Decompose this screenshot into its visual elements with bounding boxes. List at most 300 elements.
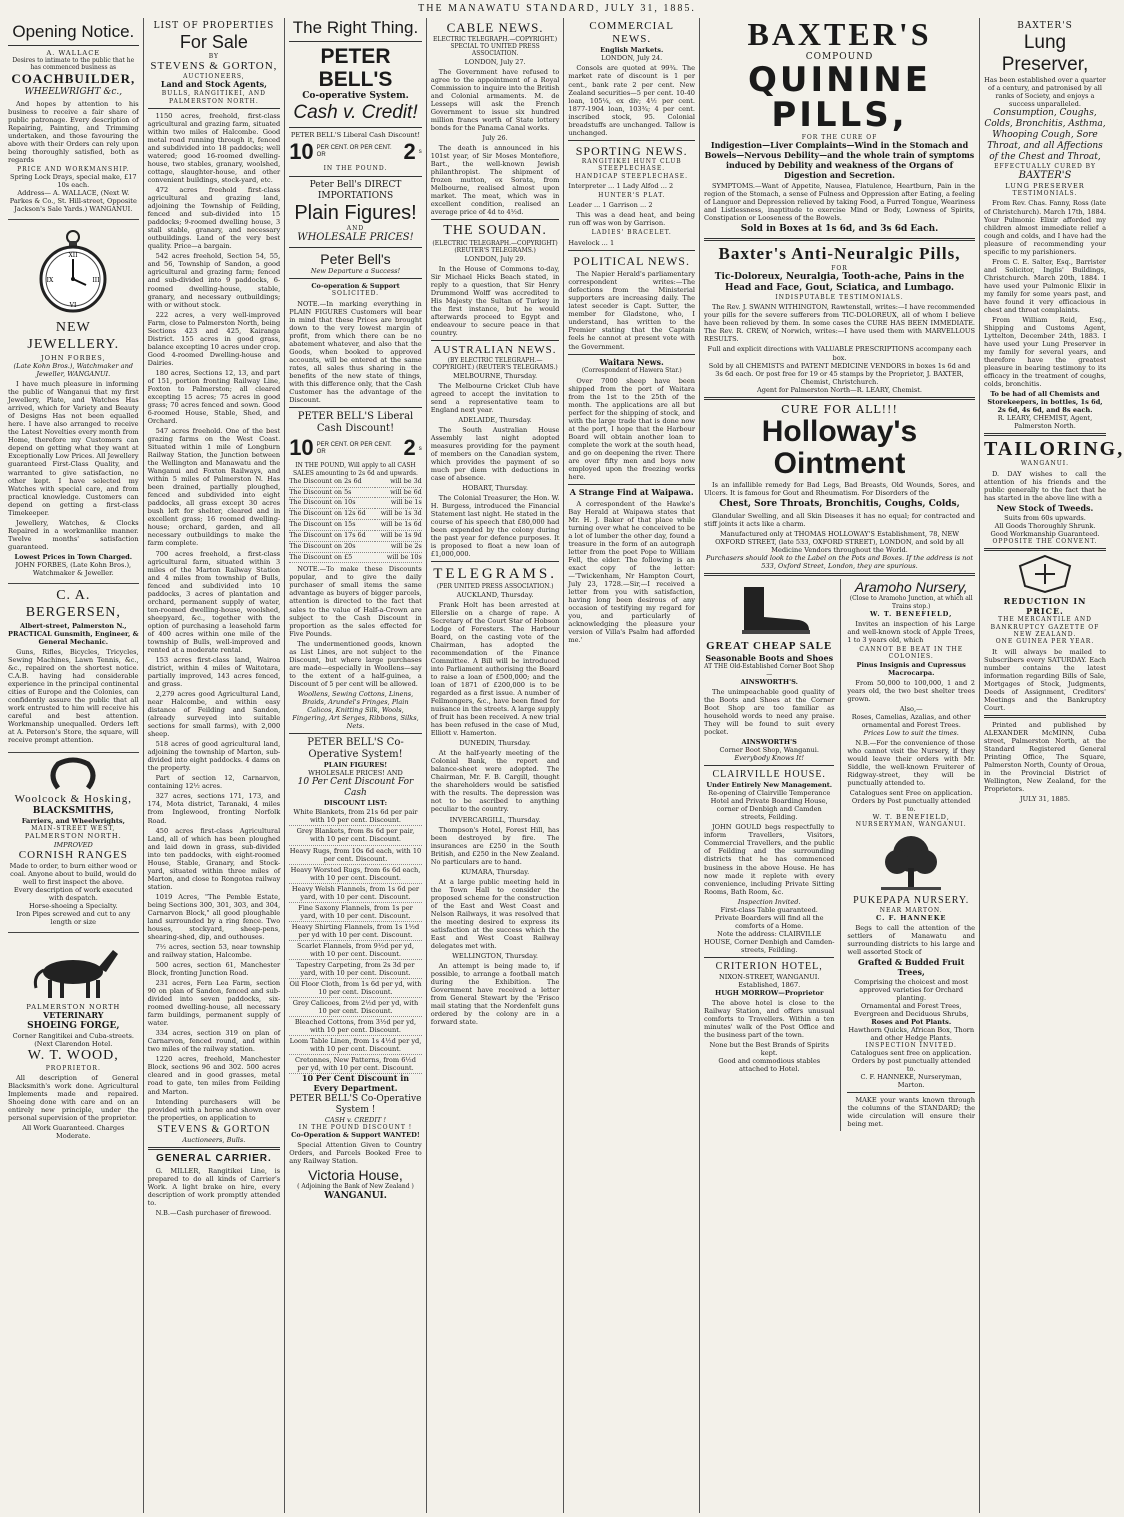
discount-label: The Discount on 15s: [289, 520, 375, 531]
liberal-discount-2: PETER BELL'S Liberal Cash Discount!: [297, 411, 414, 435]
sporting-news: SPORTING NEWS.: [575, 143, 688, 158]
solicited: SOLICITED.: [331, 290, 380, 298]
coop3: PETER BELL'S Co-Operative System !: [289, 1093, 422, 1115]
for-sale-heading: For Sale: [179, 31, 248, 52]
orders-by-post: Orders by Post punctually attended to.: [851, 797, 971, 814]
note-address: Note the address: CLAIRVILLE HOUSE, Corner Denbigh and Camden-streets, Feilding.: [704, 929, 835, 954]
melbourne-date: MELBOURNE, Thursday.: [453, 371, 538, 380]
wanganui: WANGANUI.: [324, 1190, 387, 1201]
invites: Invites an inspection of his Large and well-known stock of Apple Trees, 1 to 3 years old, which: [847, 620, 975, 645]
ticket-s: s: [418, 148, 422, 155]
hawthorn: Hawthorn Quicks, African Box, Thorn and other Hedge Plants.: [848, 1025, 975, 1042]
beware: Purchasers should look to the Label on the Pots and Boxes. If the address is not 533, Oxford Street, London, they are spurious.: [705, 554, 974, 571]
also: Also,—: [899, 704, 923, 713]
property-listing: 542 acres freehold, Section 54, 55, and 56, Township of Sandon, a good agricultural and grazing farm; fenced and sub-divided into 9 paddocks, 6-roomed dwelling-house, stable, granary, and necessary outbuildings; with or without stock.: [147, 252, 281, 309]
new-jewellery-heading: NEW JEWELLERY.: [27, 320, 120, 353]
wood-name: W. T. WOOD,: [27, 1047, 119, 1063]
under-new: Under Entirely New Management.: [706, 781, 833, 790]
discount-value: will be 1s 3d: [375, 509, 421, 520]
full-directions: Full and explicit directions with VALUABLE PRESCRIPTIONS accompany each box.: [707, 345, 972, 362]
discount-label: The Discount on 5s: [289, 487, 375, 498]
property-listing: 334 acres, section 319 on plan of Carnarvon, fenced round, and within two miles of the railway station.: [147, 1029, 281, 1054]
adelaide-body: The South Australian House Assembly last night adopted measures providing for the payment of members on the Canadian system, which provides the payment of so much per diem with deductions in case of absence.: [430, 425, 560, 483]
soudan-sub: (ELECTRIC TELEGRAPH.—COPYRIGHT) (REUTER'S TELEGRAMS.): [432, 239, 558, 255]
discount-ticket: [289, 139, 422, 166]
property-listing: 2,279 acres good Agricultural Land, near Halcombe, and within easy distance of Feilding and Sandon, (already surveyed into suitable sections for small farms), with 2,000 sheep.: [147, 690, 281, 739]
hanneke-2: C. F. HANNEKE, Nurseryman, Marton.: [860, 1073, 962, 1090]
prices-low: Prices Low to suit the times.: [863, 729, 959, 738]
hunt-club: RANGITIKEI HUNT CLUB STEEPLECHASE.: [581, 158, 682, 173]
wood-body: All description of General Blacksmith's work done. Agricultural Implements made and repaired. Shoeing done with care and on an entirely new principle, under the personal supervision of the proprietor.: [8, 1073, 139, 1123]
pocket-watch-icon: [38, 227, 108, 317]
discount-row: [289, 530, 422, 541]
price-workmanship: PRICE AND WORKMANSHIP.: [17, 166, 130, 174]
chest-sore: Chest, Sore Throats, Bronchitis, Coughs, Colds,: [719, 499, 960, 510]
discount-row: [289, 477, 422, 487]
footer-aucts: Auctioneers, Bulls.: [182, 1135, 246, 1144]
list-title: LIST OF PROPERTIES: [153, 21, 275, 31]
seasonable: Seasonable Boots and Shoes: [705, 652, 834, 663]
cure-for-all: CURE FOR ALL!!!: [781, 402, 898, 416]
aramoho-nursery: Aramoho Nursery,: [854, 579, 968, 596]
cable-body: The Government have refused to agree to the appointment of a Royal Commission to inquire into the British and Colonial armaments. M. de Lesseps will ask the French Government to issue six hundred million francs worth of State lottery bonds for the Panama Canal works.: [430, 67, 560, 132]
testi-3: From William Reid, Esq., Shipping and Customs Agent, Lyttelton, December 24th, 1883. I have used your Lung Preserver in my family for several years, and therefore have the greatest pleasure in bearing testimony to its efficacy in the treatment of coughs, colds, bronchitis.: [984, 315, 1106, 389]
criterion-body: The above hotel is close to the Railway Station, and offers unusual comforts to Travellers. Within a ten minutes' walk of the Post Office and the business part of the town.: [704, 998, 835, 1040]
baxters-lung-label: BAXTER'S: [1017, 21, 1073, 31]
discount-row: [289, 498, 422, 509]
discount-row: [289, 552, 422, 563]
bergersen-sub: Albert-street, Palmerston N., PRACTICAL Gunsmith, Engineer, & General Mechanic.: [8, 621, 139, 646]
col7-inner: [847, 579, 975, 1130]
ticket-s-2: s: [418, 445, 422, 452]
hobart-body: The Colonial Treasurer, the Hon. W. H. Burgess, introduced the Financial Statement last night. He stated in the course of his speech that £80,000 had been expended by the colony during the past year for defence purposes. It is proposed to float a new loan of £1,000,000.: [430, 494, 560, 559]
property-listing: 7½ acres, section 53, near township and railway station, Halcombe.: [147, 942, 281, 959]
results-2: Leader ... 1 Garrison ... 2: [568, 201, 653, 210]
reduction: REDUCTION IN PRICE.: [1003, 595, 1087, 616]
suits: Suits from 60s upwards.: [1004, 513, 1086, 522]
palmerston-north: PALMERSTON NORTH.: [24, 832, 122, 841]
lung-body: Has been established over a quarter of a century, and patronised by all ranks of Society, and enjoys a success unparalleled.: [984, 75, 1106, 108]
aus-sub: (BY ELECTRIC TELEGRAPH.—COPYRIGHT.) (REUTER'S TELEGRAMS.): [432, 357, 558, 372]
cable-telegraph: ELECTRIC TELEGRAPH.—COPYRIGHT.) SPECIAL TO UNITED PRESS ASSOCIATION.: [433, 35, 558, 58]
discount-value: will be 10s: [375, 552, 421, 563]
note-body: NOTE.—In marking everything in PLAIN FIGURES Customers will bear in mind that these Prices are brought down to the very lowest margin of profit, from which there can be no abatement whatever, and also that the Goods, when booked to approved accounts, will be entered at the same rates, all sales thus sharing in the benefits of the new state of things, with this difference only, that the Cash Customer has the advantage of the Discount.: [289, 299, 422, 404]
svg-text:III: III: [92, 277, 100, 285]
discount-value: will be 1s 9d: [375, 530, 421, 541]
english-markets: English Markets.: [600, 46, 664, 55]
plain-figures: Plain Figures!: [294, 201, 417, 224]
ten-cash: 10 Per Cent Discount For Cash: [297, 777, 414, 799]
property-listing: 700 acres freehold, a first-class agricultural farm, situated within 3 miles of the Marton Railway Station and 4 miles from township of Bulls, fenced and subdivided into 10 paddocks, 3 acres of plantation and orchard, permanent supply of water, ten-roomed dwelling-house, woolshed, sheepyard, &c., together with the option of purchasing a leasehold farm of 400 acres within one mile of the township of Bulls, well-improved and rented at a moderate rental.: [147, 549, 281, 654]
property-listing: 518 acres of good agricultural land, adjoining the township of Marton, sub-divided into eight paddocks. 4 dams on the property.: [147, 740, 281, 773]
to-be-had: To be had of all Chemists and Storekeepers, in bottles, 1s 6d, 2s 6d, 4s 6d, and 8s each.: [987, 390, 1103, 415]
lung-preserver-2: LUNG PRESERVER: [1005, 182, 1085, 191]
nixon: NIXON-STREET, WANGANUI. Established, 1867.: [718, 972, 820, 989]
ticket-mid: PER CENT. OR PER CENT. OR: [316, 145, 392, 158]
cannot-beat: CANNOT BE BEAT IN THE COLONIES.: [859, 646, 964, 661]
holloway-body2: Glandular Swelling, and all Skin Diseases it has no equal; for contracted and stiff joints it acts like a charm.: [704, 512, 975, 529]
discount-value: will be 1s: [375, 498, 421, 509]
every-department: 10 Per Cent Discount in Every Department.: [301, 1073, 410, 1094]
horse-icon: [18, 940, 128, 1000]
discount-label: The Discount on 17s 6d: [289, 530, 375, 541]
discount-row: [289, 509, 422, 520]
peter-bell: Peter Bell's: [320, 251, 391, 268]
goods-item: Heavy Shirting Flannels, from 1s 1½d per yd with 10 per cent. Discount.: [289, 922, 422, 941]
baxter-agent: Agent for Palmerston North—R. LEARY, Chemist.: [756, 385, 922, 394]
great-cheap-sale: GREAT CHEAP SALE: [706, 640, 833, 653]
holloways-ointment: Holloway's Ointment: [761, 415, 918, 480]
old-established: AT THE Old-Established Corner Boot Shop—: [704, 663, 835, 678]
property-listing: 500 acres, section 61, Manchester Block, fronting Junction Road.: [147, 961, 281, 978]
cornish-body: Made to order, to burn either wood or coal. Anyone about to build, would do well to first inspect the above.: [9, 861, 137, 886]
property-listing: 450 acres first-class Agricultural Land, all of which has been ploughed and laid down in grass, sub-divided into ten paddocks, with eight-roomed House, Stable, Granary, and Stock-yard, situated within three miles of Marton, and close to Rongotea railway station.: [147, 826, 281, 891]
grafted: Grafted & Budded Fruit Trees,: [858, 957, 965, 977]
property-listing: 180 acres, Sections 12, 13, and part of 151, portion fronting Railway Line, Foxton to Palmerston; all cleared excepting 15 acres; 75 acres in good grass; 70 acres fenced and sown. Good 6-roomed House, Stable, Shed, and Orchard.: [147, 368, 281, 425]
ticket-two: 2: [403, 138, 416, 164]
wallace-address: Address— A. WALLACE, (Next W. Parkes & Co., St. Hill-street, Opposite Jackson's Sale Yards.) WANGANUI.: [9, 189, 137, 214]
main-street: MAIN-STREET WEST,: [31, 825, 116, 833]
horse-shoeing: Horse-shoeing a Specialty.: [28, 901, 118, 910]
corner-shop: Corner Boot Shop, Wanganui.: [719, 746, 819, 755]
strange-body: A correspondent of the Hawke's Bay Herald at Waipawa states that Mr. H. J. Baker of that place while turning over what he conceived to be a lot of lumber the other day, found a treasure in the form of an autograph letter from the poet Pope to William Fell, the elder. The following is an exact copy of the letter:—'Twickenham, Nr Hampton Court, July 23, 1728.—Sir,—I received a letter from you with satisfaction, having long been desirous of any occasion of testifying my regard for you, and particularly of acknowledging the pleasure your version of Villa's Psalm had afforded me.': [568, 499, 695, 645]
coachbuilder-heading: COACHBUILDER,: [11, 71, 136, 87]
shoeing-forge: SHOEING FORGE,: [27, 1020, 120, 1031]
right-thing: The Right Thing.: [292, 18, 419, 37]
carrier-body: G. MILLER, Rangitikei Line, is prepared to do all kinds of Carrier's Work. A light brake on hire, every description of work promptly attended to.: [147, 1166, 281, 1207]
compound: COMPOUND: [805, 51, 874, 62]
invercargill-date: INVERCARGILL, Thursday.: [449, 815, 541, 824]
vet-corner: Corner Rangitikei and Cuba-streets. (Next Clarendon Hotel.: [12, 1031, 134, 1048]
column-5: [564, 18, 700, 1513]
benefield: W. T. BENEFIELD,: [869, 610, 953, 619]
discount-value: will be 2s: [375, 541, 421, 552]
opening-notice-title: Opening Notice.: [12, 22, 135, 41]
hobart-date: HOBART, Thursday.: [462, 484, 528, 493]
discount-label: The Discount on 2s 6d: [289, 477, 375, 487]
wood-proprietor: PROPRIETOR.: [45, 1064, 101, 1072]
waitara-sub: (Correspondent of Hawera Star.): [581, 367, 682, 375]
masthead: THE MANAWATU STANDARD, JULY 31, 1885.: [418, 3, 696, 14]
manufactured: Manufactured only at THOMAS HOLLOWAY'S Establishment, 78, NEW OXFORD STREET, (late 533, OXFORD STREET), LONDON, and sold by all Medicine Vendors throughout the World.: [715, 530, 964, 555]
auckland-date: AUCKLAND, Thursday.: [456, 590, 534, 599]
cable-london-date: LONDON, July 27.: [464, 57, 526, 66]
forest-trees: Ornamental and Forest Trees, Evergreen and Deciduous Shrubs,: [853, 1001, 969, 1018]
goods-item: Loom Table Linen, from 1s 4½d per yd, with 10 per cent. Discount.: [289, 1036, 422, 1055]
auctioneers: AUCTIONEERS,: [183, 73, 245, 81]
by: BY: [208, 52, 220, 60]
testimonials-label: TESTIMONIALS.: [1012, 190, 1078, 198]
make-known: MAKE your wants known through the columns of the STANDARD; the wide circulation will ensure their being met.: [847, 1096, 975, 1129]
goods-item: Fine Saxony Flannels, from 1s per yard, with 10 per cent. Discount.: [289, 903, 422, 922]
australian-news: AUSTRALIAN NEWS.: [433, 343, 557, 356]
bergersen-body: Guns, Rifles, Bicycles, Tricycles, Sewing Machines, Lawn Tennis, &c., &c., repaired on the shortest notice. C.A.B. having had considerable experience in the principal continental cities of Europe and the Colonies, can confidently assure the public that all work entrusted to him will receive his careful and best attention. Workmanship unequalled. Orders left at A. Peterson's Store, the square, will receive prompt attention.: [8, 647, 139, 744]
indisputable: INDISPUTABLE TESTIMONIALS.: [775, 294, 904, 302]
property-listing: 222 acres, a very well-improved Farm, close to Palmerston North, being Sections 423 and 425, Kairanga District. 155 acres in good grass, balance excepting 10 acres under crop. Good 4-roomed Dwelling-house and Dairies.: [147, 310, 281, 367]
reopening: Re-opening of Clairville Temperance Hotel and Private Boarding House, corner of Denbigh and Camden streets, Feilding.: [708, 789, 831, 822]
hanneke-body: Begs to call the attention of the settlers of Manawatu and surrounding districts to his large and well assorted Stock of: [847, 924, 975, 957]
discount-label: The Discount on 12s 6d: [289, 509, 375, 520]
commercial-news: COMMERCIAL NEWS.: [589, 20, 674, 46]
london-date: LONDON, July 24.: [601, 54, 663, 63]
forbes-name: JOHN FORBES,: [40, 354, 106, 363]
wellington-date: WELLINGTON, Thursday.: [452, 952, 539, 961]
bergersen-ad: [8, 584, 139, 753]
goods-item: White Blankets, from 21s 6d per pair with 10 per cent. Discount.: [289, 807, 422, 826]
boot-body: The unimpeachable good quality of the Boots and Shoes at the Corner Boot Shop are too familiar as household words to need any praise. They will be found to suit every pocket.: [704, 687, 835, 737]
woolcock-ad: [8, 753, 139, 933]
lowest-prices: Lowest Prices in Town Charged.: [14, 552, 133, 561]
wholesale-prices: WHOLESALE PRICES!: [297, 231, 414, 243]
for-the-cure: FOR THE CURE OF: [801, 133, 878, 141]
tailoring: TAILORING,: [984, 438, 1124, 461]
dunedin-date: DUNEDIN, Thursday.: [459, 739, 531, 748]
column-1: [4, 18, 144, 1513]
discount-label: The Discount on 20s: [289, 541, 375, 552]
boarders: Private Boarders will find all the comforts of a Home.: [714, 913, 824, 930]
forbes-repair: Jewellery, Watches, & Clocks Repaired in a workmanlike manner. Twelve months' satisfaction guaranteed.: [8, 518, 139, 551]
in-pound: IN THE POUND.: [323, 165, 388, 173]
wallace-name: A. WALLACE: [46, 48, 101, 57]
political-news: POLITICAL NEWS.: [573, 253, 690, 268]
stables: Good and commodious stables attached to Hotel.: [718, 1057, 821, 1074]
printed-by: Printed and published by ALEXANDER McMINN, Cuba street, Palmerston North, at the Standard Registered General Printing Office, The Square, Palmerston North, County of Oroua, in the Provincial District of Wellington, New Zealand, for the Proprietors.: [984, 720, 1106, 794]
footer-firm: STEVENS & GORTON: [157, 1123, 271, 1135]
tele-sub: (PER UNITED PRESS ASSOCIATION.): [436, 583, 554, 591]
discount-row: [289, 541, 422, 552]
catalogues-2: Catalogues sent free on application.: [850, 1049, 972, 1058]
wanted: Co-Operation & Support WANTED!: [291, 1131, 420, 1140]
property-listing: 1220 acres, freehold, Manchester Block, sections 96 and 302. 500 acres cleared and in good grasses, metal road to gate, ten miles from Feilding and Marton.: [147, 1055, 281, 1096]
goods-item: Grey Blankets, from 8s 6d per pair, with 10 per cent. Discount.: [289, 826, 422, 845]
goods-item: Heavy Worsted Rugs, from 6s 6d each, with 10 per cent. Discount.: [289, 865, 422, 884]
invercargill-body: Thompson's Hotel, Forest Hill, has been destroyed by fire. The insurances are £250 in the South British, and £250 in the New Zealand. No particulars are to hand.: [430, 825, 560, 866]
discount-row: [289, 487, 422, 498]
every-description: Every description of work executed with despatch.: [13, 885, 133, 902]
peter-bells: PETER BELL'S: [318, 44, 393, 91]
cable-july26: July 26.: [482, 133, 508, 142]
wallace-body: And hopes by attention to his business to receive a fair share of public patronage. Every description of Repairing, Painting, and Trimming undertaken, and those favouring the above with their Orders can rely upon being thoroughly satisfied, both as regards: [8, 99, 139, 164]
discount-table: [289, 477, 422, 564]
benefield-2: W. T. BENEFIELD,: [872, 813, 950, 822]
discount-value: will be 3d: [375, 477, 421, 487]
soudan-body: In the House of Commons to-day, Sir Michael Hicks Beach stated, in reply to a question, that Sir Henry Drummond Wolff was accredited to His Majesty the Sultan of Turkey in the first instance, but he would afterwards proceed to Egypt and endeavour to secure peace in that country.: [430, 264, 560, 337]
svg-text:XII: XII: [68, 252, 78, 260]
note2: NOTE.—To make these Discounts popular, and to give the daily purchaser of small items the same advantage as buyers of bigger parcels, attention is directed to the fact that sales to the value of Half-a-Crown are subject to the Cash Discount in proportion as the sales effected for Five Pounds.: [289, 565, 422, 638]
for-label: FOR: [831, 264, 848, 272]
column-6: [700, 18, 980, 1513]
wood-guaranteed: All Work Guaranteed. Charges Moderate.: [22, 1124, 125, 1141]
forbes-ad: [8, 220, 139, 583]
goods-item: Oil Floor Cloth, from 1s 6d per yd, with 10 per cent. Discount.: [289, 979, 422, 998]
land-agents: Land and Stock Agents,: [160, 79, 267, 90]
list-lines: Woollens, Sewing Cottons, Linens, Braids, Arundel's Fringes, Plain Calicos, Knitting Silk, Wools, Fingering, Art Serges, Ribbons, Silks, Nets.: [292, 689, 419, 730]
testimonials: The Rev. J. SWANN WITHINGTON, Rawtenstall, writes:—I have recommended your pills for the severe sufferers from TIC-DOLOREUX, all of whom I believe have been relieved by them. In some cases the CURE HAS BEEN IMMEDIATE. The Rev. R. CREW, of Norwich, writes:—I have used them with MARVELLOUS RESULTS.: [704, 303, 975, 344]
tailoring-wanganui: WANGANUI.: [1020, 460, 1070, 468]
undermentioned: The undermentioned goods, known as List Lines, are not subject to the Discount, but where large purchases are made—especially in Woollens—say to the extent of a half-guinea, a Discount of 5 per cent will be allowed.: [289, 639, 422, 688]
crest-icon: [1015, 554, 1075, 594]
political-body: The Napier Herald's parliamentary correspondent writes:—The defections from the Ministerial supporters are increasing daily. The latest seceder is Capt. Sutter, the member for Gladstone, who, I understand, has written to the Premier stating that the Captain feels he cannot at present vote with the Government.: [568, 270, 695, 351]
inspection-invited: INSPECTION INVITED.: [865, 1041, 957, 1049]
location: BULLS, RANGITIKEI, AND PALMERSTON NORTH.: [161, 90, 266, 105]
intending: Intending purchasers will be provided with a horse and shown over the properties, on application to: [147, 1097, 281, 1122]
tele-body: Frank Holt has been arrested at Ellerslie on a charge of rape. A Secretary of the Court Star of Hobson Lodge of Foresters. The Harbour Board, on the casting vote of the Chairman, has adopted the recommendation of the Finance Committee. A Bill will be introduced into Parliament authorising the Board to raise a loan of £500,000; and the loan of 1871 of £200,000 is to be regarded as a first issue. A number of Fellmongers, &c., have been fined for nuisance in the streets. A large supply of fruit has been received. A new trial has been refused in the case of Mud, Elliott v. Hamerton.: [430, 600, 560, 738]
melbourne-body: The Melbourne Cricket Club have agreed to accept the invitation to send a representative team to England next year.: [430, 381, 560, 414]
property-listing: 1150 acres, freehold, first-class agricultural and grazing farm, situated within two miles of Halcombe. Good metal road running through it, fenced and subdivided into 18 paddocks; well watered; good 16-roomed dwelling-house, two stables, granary, woolshed, cottage, slaughter-house, and other convenient buildings, stock-yard, etc.: [147, 111, 281, 185]
wellington-body: An attempt is being made to, if possible, to arrange a football match during the Exhibition. The Government have received a letter from General Stewart by the 'Frisco mail stating that the Nordenfelt guns ordered by the colony are in a forward state.: [430, 962, 560, 1027]
wallace-ad: [8, 18, 139, 220]
carrier-nb: N.B.—Cash purchaser of firewood.: [155, 1209, 272, 1217]
telegrams: TELEGRAMS.: [433, 566, 557, 583]
soudan-date: LONDON, July 29.: [464, 254, 526, 263]
goods-item: Grey Calicoes, from 2½d per yd, with 10 per cent. Discount.: [289, 998, 422, 1017]
coop-system: Co-operative System.: [302, 90, 409, 101]
property-listing: 153 acres first-class land, Wairoa district, within 4 miles of Waitotara, partially improved, 143 acres fenced, and grass.: [147, 655, 281, 688]
cash-credit-2: CASH v. CREDIT !: [324, 1115, 387, 1124]
column-2: [144, 18, 286, 1513]
goods-item: Tapestry Carpeting, from 2s 3d per yard, with 10 per cent. Discount.: [289, 960, 422, 979]
discount-label: The Discount on £5: [289, 552, 375, 563]
testi-2: From C. E. Salter, Esq., Barrister and Solicitor, Inglis' Buildings, Christchurch. March 20th, 1884. I have used your Pulmonic Elixir in my family for some years past, and have found it very efficacious in chest and throat complaints.: [984, 257, 1106, 314]
in-pound-2: IN THE POUND DISCOUNT !: [298, 1123, 413, 1131]
leary-agent: R. LEARY, CHEMIST, Agent, Palmerston North.: [997, 414, 1093, 431]
property-listing: 547 acres freehold. One of the best grazing farms on the West Coast. Situated within 1 mile of Longburn Railway Station, the Junction between the Wellington and Manawatu and the Wanganui and Foxton Railways, and within 5 miles of Palmerston N. Has been drained, partially ploughed, fenced and subdivided into eight paddocks, all grass except 30 acres bush left for shelter, cleared and in excellent grass; 16 roomed dwelling-house; orchard, garden, and all necessary outbuildings to make the farm complete.: [147, 427, 281, 548]
adjoining: ( Adjoining the Bank of New Zealand ): [297, 1183, 414, 1191]
kumara-date: KUMARA, Thursday.: [460, 867, 530, 876]
mercantile: THE MERCANTILE AND BANKRUPTCY GAZETTE OF NEW ZEALAND.: [990, 616, 1100, 639]
ticket-two-2: 2: [403, 435, 416, 461]
discount-value: will be 1s 6d: [375, 520, 421, 531]
lung-ailments: Consumption, Coughs, Colds, Bronchitis, Asthma, Whooping Cough, Sore Throat, and all Affections of the Chest and Throat,: [984, 107, 1106, 162]
adelaide-date: ADELAIDE, Thursday.: [458, 415, 532, 424]
spring-lock: Spring Lock Drays, special make, £17 10s each.: [9, 173, 137, 190]
waitara-news: Waitara News.: [599, 356, 664, 367]
woolcock-name: Woolcock & Hosking,: [14, 792, 132, 805]
forbes-sign: JOHN FORBES, (Late Kohn Bros.), Watchmaker & Jeweller.: [15, 560, 132, 577]
cable-body2: The death is announced in his 101st year, of Sir Moses Montefiore, Bart., the well-known Jewish philanthropist. The shipment of frozen mutton, ex Sorata, from Melbourne, realised almost upon market. The meat, which was in excellent condition, realised an average price of 4d to 4½d.: [430, 143, 560, 217]
nb-note: N.B.—For the convenience of those who cannot visit the Nursery, if they would leave their orders with Mr. Siddle, the well-known Fruiterer of Ridgway-street, they will be punctually attended to.: [847, 739, 975, 788]
svg-text:IX: IX: [46, 277, 54, 285]
near-marton: NEAR MARTON.: [879, 906, 943, 914]
iron-pipes: Iron Pipes screwed and cut to any length or size: [16, 909, 131, 926]
wholesale2: WHOLESALE PRICES! AND: [308, 769, 403, 778]
discount-value: will be 6d: [375, 487, 421, 498]
handicap: HANDICAP STEEPLECHASE.: [575, 172, 689, 180]
property-listing: 472 acres freehold first-class agricultural and grazing land, adjoining the Township of Feilding, fenced and sub-divided into 15 paddocks; 9-roomed dwelling house, 3 stall stable, granary, and necessary outbuildings. Land of the very best quality. Price—a bargain.: [147, 186, 281, 251]
criterion: CRITERION HOTEL,: [715, 960, 823, 972]
cornish-ranges: CORNISH RANGES: [18, 848, 128, 861]
results-3: Havelock ... 1: [568, 238, 615, 247]
ladies-bracelet: LADIES' BRACELET.: [591, 229, 672, 237]
waitara-body: Over 7000 sheep have been shipped from the port of Waitara from the 1st to the 25th of the month. The applications are all but perfect for the shipping of stock, and with the large trade that is done now at the port, I hope that the Harbour Board will obtain another loan to complete the work at the south head, and go on deepening the river. There are over fifty men and boys now employed upon the freezing works here.: [568, 376, 695, 481]
column-3: [285, 18, 427, 1513]
roses-pot: Roses and Pot Plants.: [871, 1017, 952, 1026]
cable-news: CABLE NEWS.: [446, 20, 544, 35]
improved: IMPROVED: [53, 840, 93, 849]
hunters-plat: HUNTER'S PLAT.: [598, 192, 666, 200]
testi-1: From Rev. Chas. Fanny, Ross (late of Christchurch). March 17th, 1884. Your Pulmonic Elixir afforded my children almost immediate relief a cough and colds, and I have had the pleasure of recommending your specific to my parishioners.: [984, 199, 1106, 256]
attention: Special Attention Given to Country Orders, and Parcels Booked Free to any Railway Station.: [289, 1141, 422, 1166]
column-4: [427, 18, 565, 1513]
and: AND: [346, 224, 365, 232]
first-table: First-class Table guaranteed.: [720, 905, 818, 914]
tic-doloreux: Tic-Doloreux, Neuralgia, Tooth-ache, Pains in the Head and Face, Gout, Sciatica, and Lumbago.: [714, 272, 965, 294]
results-1: Interpreter ... 1 Lady Alfod ... 2: [568, 182, 674, 191]
new-tweeds: New Stock of Tweeds.: [996, 502, 1094, 513]
forbes-body: I have much pleasure in informing the public of Wanganui that my first Jewellery, Plate, and Watches Has arrived, which for Variety and Beauty of Designs Has not been equalled here. I have also arranged to receive the Latest Novelties every month from Home, therefore my Customers can depend on getting what they want at Exceptionally Low Prices. All Jewellery guaranteed First-Class Quality, and warranted to give satisfaction, no other kept. I have selected my Watches with special care, and from practical knowledge. Customers can depend on getting a first-class Timekeeper.: [8, 380, 139, 517]
property-listing: Part of section 12, Carnarvon, containing 12½ acres.: [147, 774, 281, 791]
gazette-body: It will always be mailed to Subscribers every SATURDAY. Each number contains the latest information regarding Bills of Sale, Mortgages of Stock, Judgments, Deeds of Assignment, Creditors' Meetings and the Bankruptcy Court.: [984, 647, 1106, 712]
wallace-desire: Desires to intimate to the public that he has commenced business as: [12, 56, 135, 71]
catalogues: Catalogues sent Free on application.: [849, 789, 973, 798]
ainsworths-2: AINSWORTH'S: [741, 738, 797, 747]
race-body: This was a dead heat, and being run off was won by Garrison.: [568, 211, 695, 228]
property-listing: 1019 Acres, "The Pemble Estate, being Sections 300, 301, 303, and 304, Carnarvon Block," all good ploughable land surrounded by a ring fence. Two houses, stockyard, sheep-pens, shearing-shed, dip, and outhouses.: [147, 892, 281, 941]
vet-title: PALMERSTON NORTH: [26, 1002, 121, 1011]
close-to: (Close to Aramoho Junction, at which all Trains stop.): [849, 595, 973, 610]
goods-item: Heavy Welsh Flannels, from 1s 6d per yard, with 10 per cent. Discount.: [289, 884, 422, 903]
discount-label: The Discount on 10s: [289, 498, 375, 509]
hanneke: C. F. HANNEKE: [875, 914, 947, 923]
property-listing: 231 acres, Fern Lea Farm, section 90 on plan of Sandon, fenced and sub-divided into seven paddocks, six-roomed dwelling-house, all necessary farm buildings, permanent supply of water.: [147, 979, 281, 1028]
day-body: D. DAY wishes to call the attention of his friends and the public generally to the fact that he has started in the above line with a: [984, 469, 1106, 502]
best-brands: None but the Best Brands of Spirits kept.: [709, 1041, 829, 1058]
opposite-convent: OPPOSITE THE CONVENT.: [992, 537, 1098, 545]
svg-text:VI: VI: [69, 302, 77, 310]
vet-forge-ad: [8, 933, 139, 1146]
support: Co-operation & Support: [311, 282, 400, 291]
column-8: [980, 18, 1124, 1513]
farriers: Farriers, and Wheelwrights,: [21, 817, 125, 826]
symptoms: SYMPTOMS.—Want of Appetite, Nausea, Flatulence, Heartburn, Pain in the region of the Stomach, a sense of Fulness and Oppression after Eating, a feeling of Languor and Depression relieved by taking Food, a Furred Tongue, Weariness and Listlessness, inaptitude to exercise Mind or Body, Lowness of Spirits, Constipation or Looseness of the Bowels.: [704, 182, 975, 223]
vet-sub: VETERINARY: [43, 1010, 104, 1021]
ticket-ten: 10: [289, 138, 314, 164]
liberal-discount: PETER BELL'S Liberal Cash Discount!: [290, 130, 421, 139]
anti-neuralgic: Baxter's Anti-Neuralgic Pills,: [718, 244, 961, 264]
bergersen-name: C. A. BERGERSEN,: [25, 587, 121, 620]
apply-to: IN THE POUND, Will apply to all CASH SALES amounting to 2s 6d and upwards.: [292, 462, 418, 477]
soudan-heading: THE SOUDAN.: [443, 223, 547, 239]
pinus-body: From 50,000 to 100,000, 1 and 2 years old, the two best shelter trees grown.: [847, 678, 975, 703]
discount-list: DISCOUNT LIST:: [323, 799, 388, 808]
baxters-2: BAXTER'S: [1018, 169, 1072, 181]
goods-list: [289, 807, 422, 1074]
newspaper-page: [4, 16, 1124, 1513]
holloway-body: Is an infallible remedy for Bad Legs, Bad Breasts, Old Wounds, Sores, and Ulcers. It is famous for Gout and Rheumatism. For Disorders of the: [704, 481, 975, 498]
property-listings: [148, 112, 281, 1096]
new-departure: New Departure a Success!: [310, 267, 401, 276]
victoria-house: Victoria House,: [308, 1167, 403, 1184]
col6-left: [704, 579, 834, 1130]
strange-find: A Strange Find at Waipawa.: [569, 487, 694, 497]
nurseryman: NURSERYMAN, WANGANUI.: [855, 821, 967, 829]
goods-item: Heavy Rugs, from 10s 6d each, with 10 per cent. Discount.: [289, 846, 422, 865]
gould-body: JOHN GOULD begs respectfully to inform Travellers, Visitors, Commercial Travellers, and the public of Feilding and the surrounding districts that he has commenced business in the above House. He has now made it replete with every convenience, including Private Sitting Rooms, Bath Room, &c.: [704, 823, 835, 896]
choicest: Comprising the choicest and most approved varieties for Orchard planting.: [854, 977, 969, 1002]
blacksmiths: BLACKSMITHS,: [32, 806, 114, 817]
horseshoe-icon: [43, 760, 103, 790]
clairville: CLAIRVILLE HOUSE.: [712, 769, 826, 781]
effectually: EFFECTUALLY CURED BY: [994, 162, 1096, 170]
pinus: Pinus Insignis and Cupressus Macrocarpa.: [856, 660, 966, 677]
wheelwright-line: WHEELWRIGHT &c.,: [24, 86, 123, 97]
everybody-knows: Everybody Knows It!: [734, 754, 805, 763]
goods-item: Cretonnes, New Patterns, from 6½d per yd, with 10 per cent. Discount.: [289, 1055, 422, 1074]
commercial-body: Consols are quoted at 99¾. The market rate of discount is 1 per cent., bank rate 2 per cent. New Zealand securities—5 per cent. 10-40 loan, 105¼, ex div; 4½ per cent. 1877-1904 loan, 103¾; 4 per cent. inscribed stock, 95. Colonial breadstuffs are unchanged. Tallow is unchanged.: [568, 64, 695, 137]
discount-ticket-2: [289, 435, 422, 462]
discount-row: [289, 520, 422, 531]
lung-preserver: Lung Preserver,: [1001, 31, 1089, 75]
